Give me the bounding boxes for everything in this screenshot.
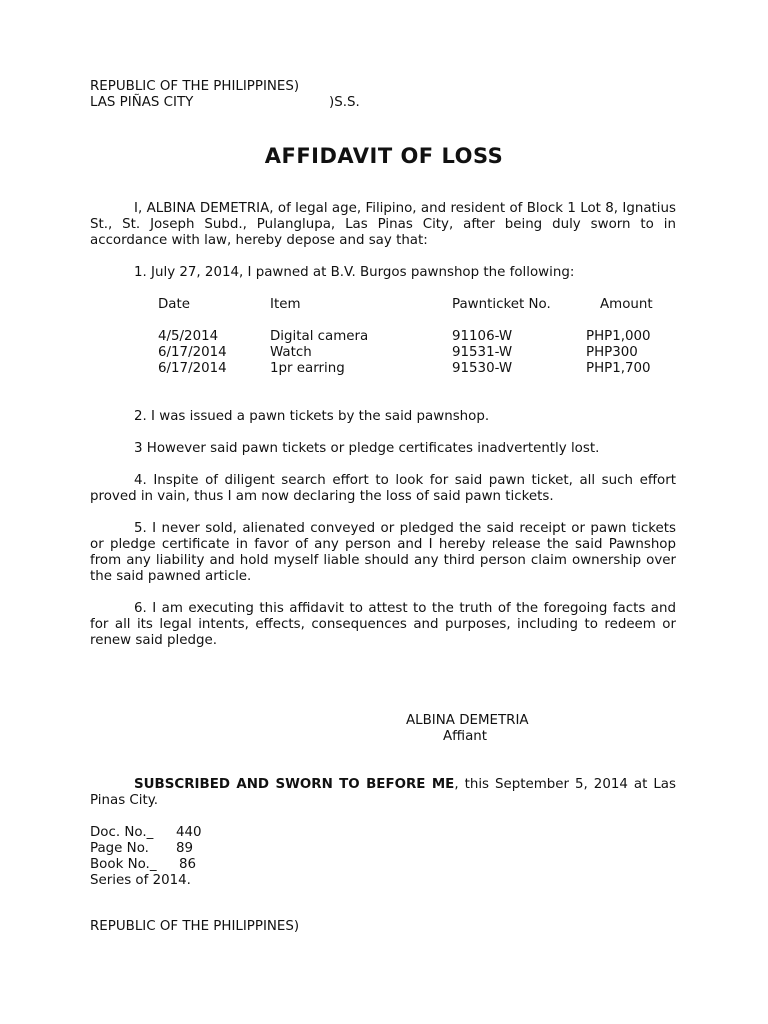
row-amount: PHP1,700	[586, 361, 651, 376]
row-date: 4/5/2014	[158, 329, 219, 344]
intro-text: I, ALBINA DEMETRIA, of legal age, Filipino, and resident of Block 1 Lot 8, Ignatius St., St. Joseph Subd., Pulanglupa, Las Pinas City, after being duly sworn to in accordance with law, hereby depose and say that:	[90, 201, 676, 248]
doc-no-label: Doc. No._	[90, 825, 154, 840]
row-item: Digital camera	[270, 329, 369, 344]
row-date: 6/17/2014	[158, 345, 227, 360]
item-6-paragraph	[90, 601, 676, 649]
row-pawnticket: 91531-W	[452, 345, 513, 360]
header-amount: Amount	[600, 297, 653, 312]
item-5: 5. I never sold, alienated conveyed or pledged the said receipt or pawn tickets or pledge certificate in favor of any person and I hereby release the said Pawnshop from any liability and hold myself liable should any third person claim ownership over the said pawned article.	[90, 521, 676, 584]
row-pawnticket: 91106-W	[452, 329, 513, 344]
row-amount: PHP1,000	[586, 329, 651, 344]
page-no-value: 89	[176, 841, 194, 856]
jurat-rest: , this September 5, 2014 at Las Pinas City.	[90, 777, 676, 808]
venue-line-1: REPUBLIC OF THE PHILIPPINES)	[90, 79, 300, 94]
affiant-label: Affiant	[443, 729, 488, 744]
book-no-value: 86	[179, 857, 197, 872]
item-5-paragraph	[90, 521, 676, 585]
jurat-bold: SUBSCRIBED AND SWORN TO BEFORE ME	[134, 777, 455, 792]
row-pawnticket: 91530-W	[452, 361, 513, 376]
doc-no-value: 440	[176, 825, 202, 840]
item-2: 2. I was issued a pawn tickets by the said pawnshop.	[134, 409, 490, 424]
jurat-paragraph	[90, 777, 676, 809]
row-item: Watch	[270, 345, 312, 360]
item-4: 4. Inspite of diligent search effort to look for said pawn ticket, all such effort proved in vain, thus I am now declaring the loss of said pawn tickets.	[90, 473, 676, 504]
item-3: 3 However said pawn tickets or pledge certificates inadvertently lost.	[134, 441, 600, 456]
venue-line-2-left: LAS PIÑAS CITY	[90, 95, 194, 110]
row-item: 1pr earring	[270, 361, 345, 376]
item-4-paragraph	[90, 473, 676, 505]
row-date: 6/17/2014	[158, 361, 227, 376]
series-line: Series of 2014.	[90, 873, 191, 888]
affiant-name: ALBINA DEMETRIA	[406, 713, 529, 728]
venue-line-2-right: )S.S.	[329, 95, 360, 110]
row-amount: PHP300	[586, 345, 638, 360]
document-title: AFFIDAVIT OF LOSS	[264, 144, 504, 168]
item-1: 1. July 27, 2014, I pawned at B.V. Burgos pawnshop the following:	[134, 265, 575, 280]
footer-venue-line: REPUBLIC OF THE PHILIPPINES)	[90, 919, 300, 934]
header-item: Item	[270, 297, 301, 312]
header-date: Date	[158, 297, 191, 312]
book-no-label: Book No._	[90, 857, 157, 872]
page-no-label: Page No.	[90, 841, 149, 856]
item-6: 6. I am executing this affidavit to attest to the truth of the foregoing facts and for all its legal intents, effects, consequences and purposes, including to redeem or renew said pledge.	[90, 601, 676, 648]
header-pawnticket: Pawnticket No.	[452, 297, 551, 312]
intro-paragraph	[90, 201, 676, 249]
